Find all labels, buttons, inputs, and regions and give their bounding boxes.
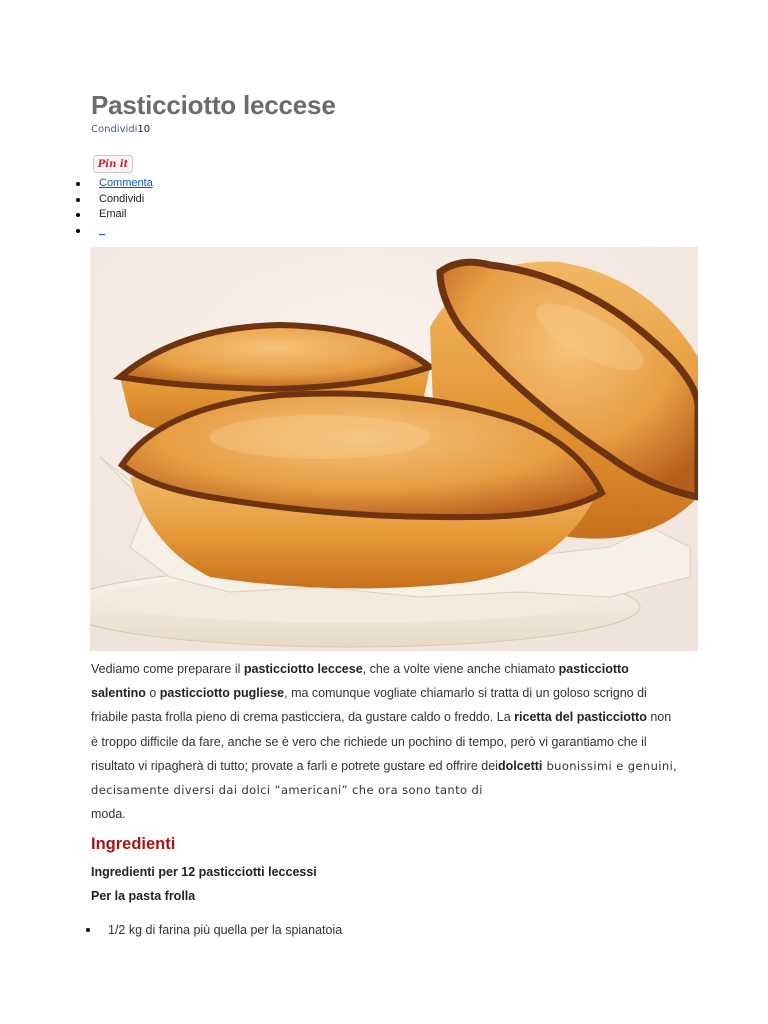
pin-it-button[interactable]: Pin it (93, 155, 133, 173)
intro-text-7: moda. (91, 807, 126, 822)
intro-text-6: buonissimi e genuini, decisamente diversi dai dolci “americani” che ora sono tanto di (91, 758, 678, 798)
intro-bold-pasticciotto-salentino: pasticciotto salentino (91, 662, 629, 701)
intro-text-2: , che a volte viene anche chiamato (362, 662, 559, 676)
intro-text-5: non è troppo difficile da fare, anche se è vero che richiede un pochino di tempo, però vi garantiamo che il risultato vi ripagherà di tutto; provate a farli e potrete gustare ed offrire dei (91, 710, 672, 773)
more-link[interactable]: _ (99, 223, 106, 236)
share-action-label[interactable]: Condividi (99, 192, 145, 205)
pastry-photo-illustration (90, 247, 698, 651)
ingredient-list (60, 922, 342, 938)
ingredients-heading: Ingredienti (91, 835, 176, 853)
action-item-more (60, 223, 153, 239)
page-title: Pasticciotto leccese (91, 90, 336, 120)
action-list (60, 176, 153, 238)
share-counter (91, 124, 150, 135)
share-link[interactable]: Condividi (91, 124, 138, 135)
comment-link[interactable]: Commenta (99, 177, 153, 189)
ingredient-item: 1/2 kg di farina più quella per la spianatoia (60, 922, 342, 938)
section-pasta-frolla: Per la pasta frolla (91, 889, 196, 903)
email-action-label[interactable]: Email (99, 208, 127, 220)
share-count: 10 (137, 124, 151, 135)
action-item-commenta (60, 176, 153, 192)
intro-bold-pasticciotto-pugliese: pasticciotto pugliese (159, 686, 285, 701)
intro-text-3: o (145, 686, 160, 701)
intro-text-1: Vediamo come preparare il (91, 662, 244, 676)
hero-image-pasticciotti (90, 247, 698, 651)
action-item-email[interactable] (60, 207, 153, 223)
intro-bold-ricetta: ricetta del pasticciotto (514, 710, 647, 725)
intro-text-4: , ma comunque vogliate chiamarlo si tratta di un goloso scrigno di friabile pasta frolla pieno di crema pasticciera, da gustare caldo o freddo. La (91, 686, 647, 725)
intro-bold-dolcetti: dolcetti (497, 758, 543, 773)
intro-paragraph (91, 657, 681, 826)
intro-bold-pasticciotto-leccese: pasticciotto leccese (243, 662, 363, 676)
ingredients-subtitle: Ingredienti per 12 pasticciotti leccessi (91, 865, 317, 879)
action-item-condividi[interactable] (60, 192, 153, 208)
